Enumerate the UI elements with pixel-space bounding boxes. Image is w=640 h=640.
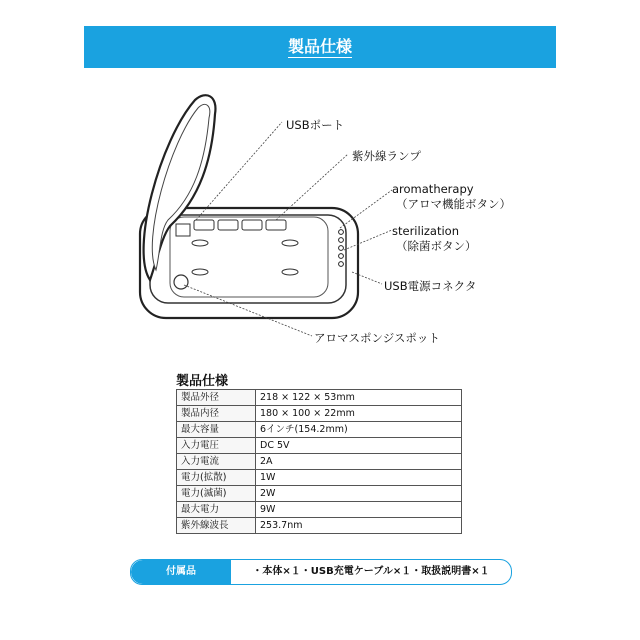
spec-value: 180 × 100 × 22mm bbox=[256, 406, 462, 422]
callout-aroma-jp: （アロマ機能ボタン） bbox=[396, 197, 511, 211]
spec-value: 218 × 122 × 53mm bbox=[256, 390, 462, 406]
table-row bbox=[177, 502, 462, 518]
table-row bbox=[177, 438, 462, 454]
callout-usb-power: USB電源コネクタ bbox=[384, 279, 477, 293]
spec-value: 253.7nm bbox=[256, 518, 462, 534]
spec-value: 2A bbox=[256, 454, 462, 470]
callout-sponge-spot: アロマスポンジスポット bbox=[314, 331, 440, 345]
callout-usb-port: USBポート bbox=[286, 118, 345, 132]
table-row bbox=[177, 470, 462, 486]
table-row bbox=[177, 486, 462, 502]
spec-key: 最大容量 bbox=[177, 422, 256, 438]
spec-key: 紫外線波長 bbox=[177, 518, 256, 534]
spec-value: 2W bbox=[256, 486, 462, 502]
accessories-text: ・本体×１・USB充電ケーブル×１・取扱説明書×１ bbox=[252, 566, 490, 577]
table-row bbox=[177, 390, 462, 406]
spec-value: 9W bbox=[256, 502, 462, 518]
table-row bbox=[177, 518, 462, 534]
page-title: 製品仕様 bbox=[287, 37, 352, 56]
table-row bbox=[177, 454, 462, 470]
callout-uv-lamp: 紫外線ランプ bbox=[352, 149, 421, 163]
spec-key: 製品内径 bbox=[177, 406, 256, 422]
spec-value: 6インチ(154.2mm) bbox=[256, 422, 462, 438]
spec-value: DC 5V bbox=[256, 438, 462, 454]
callout-steril-jp: （除菌ボタン） bbox=[396, 239, 477, 253]
spec-value: 1W bbox=[256, 470, 462, 486]
accessories-bar bbox=[130, 559, 512, 585]
spec-key: 入力電圧 bbox=[177, 438, 256, 454]
table-row bbox=[177, 422, 462, 438]
table-row bbox=[177, 406, 462, 422]
spec-key: 最大電力 bbox=[177, 502, 256, 518]
header-banner bbox=[84, 26, 556, 68]
accessories-label: 付属品 bbox=[131, 560, 231, 584]
callout-steril-en: sterilization bbox=[392, 224, 460, 238]
spec-key: 入力電流 bbox=[177, 454, 256, 470]
spec-key: 電力(滅菌) bbox=[177, 486, 256, 502]
spec-heading: 製品仕様 bbox=[176, 374, 229, 389]
spec-key: 製品外径 bbox=[177, 390, 256, 406]
spec-table bbox=[176, 389, 462, 534]
spec-key: 電力(拡散) bbox=[177, 470, 256, 486]
callout-aroma-en: aromatherapy bbox=[392, 182, 474, 196]
product-diagram bbox=[0, 80, 640, 360]
